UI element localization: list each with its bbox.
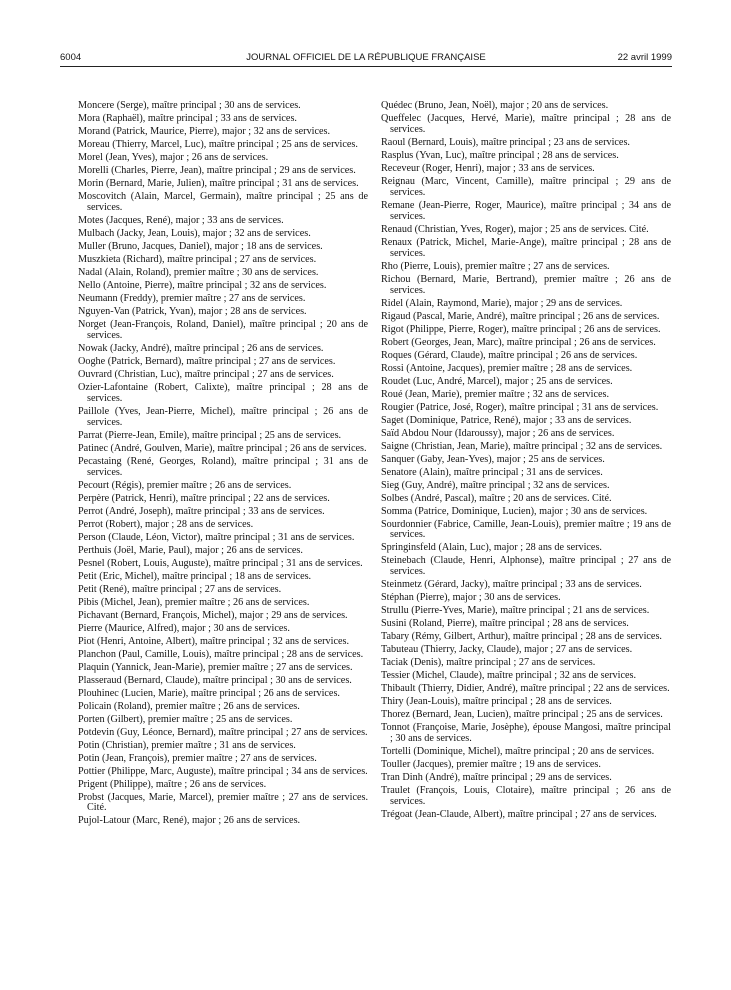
list-item: Springinsfeld (Alain, Luc), major ; 28 ans de services. — [381, 542, 602, 554]
list-item: Rasplus (Yvan, Luc), maître principal ; 28 ans de services. — [381, 149, 619, 161]
publication-date: 22 avril 1999 — [617, 52, 672, 63]
list-item: Plouhinec (Lucien, Marie), maître principal ; 26 ans de services. — [78, 687, 340, 699]
list-item: Roué (Jean, Marie), premier maître ; 32 ans de services. — [381, 388, 610, 400]
list-item: Reignau (Marc, Vincent, Camille), maître principal ; 29 ans de services. — [381, 175, 671, 198]
list-item: Touller (Jacques), premier maître ; 19 ans de services. — [381, 759, 601, 771]
list-item: Steinebach (Claude, Henri, Alphonse), maître principal ; 27 ans de services. — [381, 555, 671, 578]
header-rule — [60, 66, 672, 67]
list-item: Ozier-Lafontaine (Robert, Calixte), maître principal ; 28 ans de services. — [78, 381, 368, 404]
list-item: Planchon (Paul, Camille, Louis), maître principal ; 28 ans de services. — [78, 648, 364, 660]
list-item: Trégoat (Jean-Claude, Albert), maître principal ; 27 ans de services. — [381, 809, 657, 821]
left-column — [78, 101, 368, 829]
list-item: Prigent (Philippe), maître ; 26 ans de services. — [78, 778, 267, 790]
list-item: Tessier (Michel, Claude), maître principal ; 32 ans de services. — [381, 670, 637, 682]
list-item: Susini (Roland, Pierre), maître principal ; 28 ans de services. — [381, 618, 629, 630]
list-item: Ooghe (Patrick, Bernard), maître principal ; 27 ans de services. — [78, 355, 336, 367]
list-item: Patinec (André, Goulven, Marie), maître principal ; 26 ans de services. — [78, 442, 367, 454]
list-item: Pecastaing (René, Georges, Roland), maître principal ; 31 ans de services. — [78, 455, 368, 478]
list-item: Sieg (Guy, André), maître principal ; 32 ans de services. — [381, 479, 610, 491]
list-item: Raoul (Bernard, Louis), maître principal ; 23 ans de services. — [381, 136, 630, 148]
list-item: Moreau (Thierry, Marcel, Luc), maître principal ; 25 ans de services. — [78, 139, 358, 150]
journal-title: JOURNAL OFFICIEL DE LA RÉPUBLIQUE FRANÇAISE — [246, 52, 486, 63]
list-item: Nadal (Alain, Roland), premier maître ; 30 ans de services. — [78, 266, 319, 278]
page-number: 6004 — [60, 52, 82, 63]
list-item: Potin (Christian), premier maître ; 31 ans de services. — [78, 739, 296, 751]
list-item: Probst (Jacques, Marie, Marcel), premier maître ; 27 ans de services. Cité. — [78, 791, 368, 814]
list-item: Potin (Jean, François), premier maître ; 27 ans de services. — [78, 752, 317, 764]
right-column — [381, 101, 671, 823]
list-item: Rigot (Philippe, Pierre, Roger), maître principal ; 26 ans de services. — [381, 323, 661, 335]
list-item: Motes (Jacques, René), major ; 33 ans de services. — [78, 214, 284, 226]
list-item: Pichavant (Bernard, François, Michel), major ; 29 ans de services. — [78, 609, 348, 621]
list-item: Potdevin (Guy, Léonce, Bernard), maître principal ; 27 ans de services. — [78, 726, 368, 738]
list-item: Morelli (Charles, Pierre, Jean), maître principal ; 29 ans de services. — [78, 165, 356, 176]
list-item: Thorez (Bernard, Jean, Lucien), maître principal ; 25 ans de services. — [381, 709, 663, 721]
list-item: Pujol-Latour (Marc, René), major ; 26 ans de services. — [78, 815, 301, 827]
list-item: Stéphan (Pierre), major ; 30 ans de services. — [381, 592, 561, 604]
list-item: Parrat (Pierre-Jean, Emile), maître principal ; 25 ans de services. — [78, 429, 342, 441]
list-item: Nowak (Jacky, André), maître principal ; 26 ans de services. — [78, 342, 324, 354]
list-item: Thibault (Thierry, Didier, André), maître principal ; 22 ans de services. — [381, 683, 670, 695]
list-item: Pierre (Maurice, Alfred), major ; 30 ans de services. — [78, 622, 290, 634]
list-item: Perrot (André, Joseph), maître principal ; 33 ans de services. — [78, 505, 325, 517]
list-item: Tonnot (Françoise, Marie, Josèphe), épouse Mangosi, maître principal ; 30 ans de services. — [381, 722, 671, 745]
list-item: Rossi (Antoine, Jacques), premier maître ; 28 ans de services. — [381, 362, 633, 374]
list-item: Nello (Antoine, Pierre), maître principal ; 32 ans de services. — [78, 279, 327, 291]
list-item: Rho (Pierre, Louis), premier maître ; 27 ans de services. — [381, 260, 610, 272]
list-item: Saigne (Christian, Jean, Marie), maître principal ; 32 ans de services. — [381, 440, 663, 452]
list-item: Richou (Bernard, Marie, Bertrand), premier maître ; 26 ans de services. — [381, 273, 671, 296]
list-item: Sanquer (Gaby, Jean-Yves), major ; 25 ans de services. — [381, 453, 605, 465]
list-item: Person (Claude, Léon, Victor), maître principal ; 31 ans de services. — [78, 531, 355, 543]
list-item: Policain (Roland), premier maître ; 26 ans de services. — [78, 700, 300, 712]
list-item: Roudet (Luc, André, Marcel), major ; 25 ans de services. — [381, 375, 613, 387]
list-item: Sourdonnier (Fabrice, Camille, Jean-Louis), premier maître ; 19 ans de services. — [381, 518, 671, 541]
list-item: Pesnel (Robert, Louis, Auguste), maître principal ; 31 ans de services. — [78, 557, 363, 569]
list-item: Strullu (Pierre-Yves, Marie), maître principal ; 21 ans de services. — [381, 605, 650, 617]
list-item: Thiry (Jean-Louis), maître principal ; 28 ans de services. — [381, 696, 612, 708]
list-item: Paillole (Yves, Jean-Pierre, Michel), maître principal ; 26 ans de services. — [78, 405, 368, 428]
list-item: Norget (Jean-François, Roland, Daniel), maître principal ; 20 ans de services. — [78, 318, 368, 341]
list-item: Nguyen-Van (Patrick, Yvan), major ; 28 ans de services. — [78, 305, 307, 317]
list-item: Neumann (Freddy), premier maître ; 27 ans de services. — [78, 292, 306, 304]
list-item: Piot (Henri, Antoine, Albert), maître principal ; 32 ans de services. — [78, 635, 350, 647]
list-item: Senatore (Alain), maître principal ; 31 ans de services. — [381, 466, 603, 478]
list-item: Morin (Bernard, Marie, Julien), maître principal ; 31 ans de services. — [78, 178, 359, 189]
list-item: Plasseraud (Bernard, Claude), maître principal ; 30 ans de services. — [78, 674, 352, 686]
list-item: Renaux (Patrick, Michel, Marie-Ange), maître principal ; 28 ans de services. — [381, 236, 671, 259]
list-item: Tabary (Rémy, Gilbert, Arthur), maître principal ; 28 ans de services. — [381, 631, 662, 643]
list-item: Tabuteau (Thierry, Jacky, Claude), major ; 27 ans de services. — [381, 644, 633, 656]
list-item: Morand (Patrick, Maurice, Pierre), major ; 32 ans de services. — [78, 126, 331, 137]
list-item: Moncere (Serge), maître principal ; 30 ans de services. — [78, 100, 301, 111]
list-item: Renaud (Christian, Yves, Roger), major ; 25 ans de services. Cité. — [381, 223, 649, 235]
list-item: Ridel (Alain, Raymond, Marie), major ; 29 ans de services. — [381, 297, 623, 309]
list-item: Roques (Gérard, Claude), maître principal ; 26 ans de services. — [381, 349, 638, 361]
list-item: Pecourt (Régis), premier maître ; 26 ans de services. — [78, 479, 292, 491]
list-item: Steinmetz (Gérard, Jacky), maître principal ; 33 ans de services. — [381, 579, 642, 591]
list-item: Tortelli (Dominique, Michel), maître principal ; 20 ans de services. — [381, 746, 655, 758]
list-item: Perrot (Robert), major ; 28 ans de services. — [78, 518, 254, 530]
list-item: Perpère (Patrick, Henri), maître principal ; 22 ans de services. — [78, 492, 330, 504]
list-item: Quédec (Bruno, Jean, Noël), major ; 20 ans de services. — [381, 100, 609, 111]
list-item: Solbes (André, Pascal), maître ; 20 ans de services. Cité. — [381, 492, 612, 504]
list-item: Mora (Raphaël), maître principal ; 33 ans de services. — [78, 113, 297, 124]
list-item: Porten (Gilbert), premier maître ; 25 ans de services. — [78, 713, 293, 725]
list-item: Morel (Jean, Yves), major ; 26 ans de services. — [78, 152, 269, 163]
list-item: Muszkieta (Richard), maître principal ; 27 ans de services. — [78, 253, 317, 265]
list-item: Saget (Dominique, Patrice, René), major ; 33 ans de services. — [381, 414, 632, 426]
list-item: Saïd Abdou Nour (Idaroussy), major ; 26 ans de services. — [381, 427, 615, 439]
list-item: Tran Dinh (André), maître principal ; 29 ans de services. — [381, 772, 612, 784]
list-item: Somma (Patrice, Dominique, Lucien), major ; 30 ans de services. — [381, 505, 648, 517]
list-item: Moscovitch (Alain, Marcel, Germain), maître principal ; 25 ans de services. — [78, 191, 368, 213]
list-item: Muller (Bruno, Jacques, Daniel), major ; 18 ans de services. — [78, 240, 323, 252]
list-item: Perthuis (Joël, Marie, Paul), major ; 26 ans de services. — [78, 544, 303, 556]
list-item: Queffelec (Jacques, Hervé, Marie), maître principal ; 28 ans de services. — [381, 113, 671, 135]
list-item: Petit (Eric, Michel), maître principal ; 18 ans de services. — [78, 570, 312, 582]
list-item: Remane (Jean-Pierre, Roger, Maurice), maître principal ; 34 ans de services. — [381, 199, 671, 222]
list-item: Traulet (François, Louis, Clotaire), maître principal ; 26 ans de services. — [381, 785, 671, 808]
list-item: Taciak (Denis), maître principal ; 27 ans de services. — [381, 657, 596, 669]
list-item: Rigaud (Pascal, Marie, André), maître principal ; 26 ans de services. — [381, 310, 660, 322]
list-item: Plaquin (Yannick, Jean-Marie), premier maître ; 27 ans de services. — [78, 661, 353, 673]
list-item: Petit (René), maître principal ; 27 ans de services. — [78, 583, 282, 595]
list-item: Rougier (Patrice, José, Roger), maître principal ; 31 ans de services. — [381, 401, 659, 413]
list-item: Receveur (Roger, Henri), major ; 33 ans de services. — [381, 162, 595, 174]
list-item: Pottier (Philippe, Marc, Auguste), maître principal ; 34 ans de services. — [78, 765, 368, 777]
list-item: Mulbach (Jacky, Jean, Louis), major ; 32 ans de services. — [78, 227, 311, 239]
list-item: Ouvrard (Christian, Luc), maître principal ; 27 ans de services. — [78, 368, 334, 380]
list-item: Pibis (Michel, Jean), premier maître ; 26 ans de services. — [78, 596, 310, 608]
list-item: Robert (Georges, Jean, Marc), maître principal ; 26 ans de services. — [381, 336, 656, 348]
